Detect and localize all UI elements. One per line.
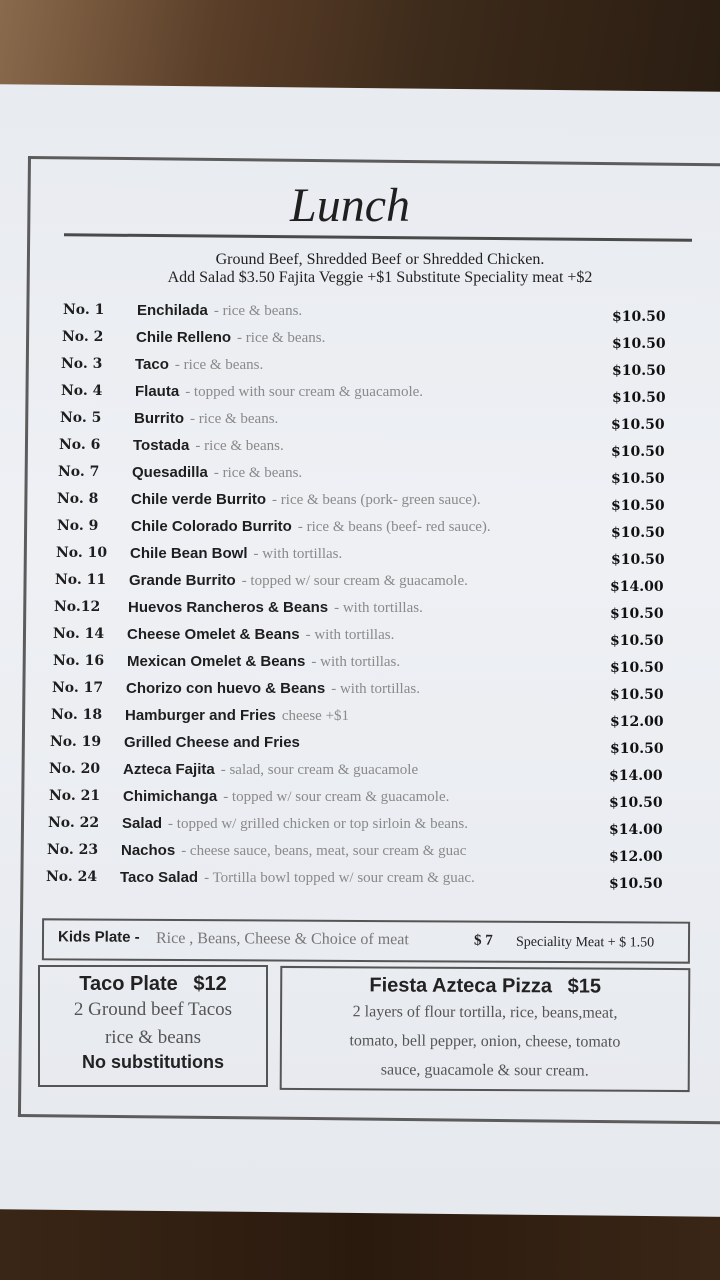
menu-item-price: $10.50 <box>610 606 664 622</box>
menu-item-name-wrap <box>124 734 306 752</box>
menu-item-row <box>63 302 683 324</box>
menu-item-name: Chile Relleno <box>136 329 232 346</box>
menu-item-price: $10.50 <box>611 498 665 514</box>
menu-item-name: Taco <box>135 356 169 373</box>
menu-item-name: Grande Burrito <box>129 572 236 589</box>
menu-item-row <box>58 464 678 486</box>
menu-item-price: $14.00 <box>609 768 663 784</box>
menu-item-row <box>61 356 681 378</box>
menu-title: Lunch <box>290 179 410 232</box>
menu-item-row <box>57 491 677 513</box>
menu-item-name-wrap <box>135 356 263 374</box>
menu-item-price: $10.50 <box>609 795 663 811</box>
menu-item-description: - rice & beans. <box>213 303 303 319</box>
menu-item-number: No. 17 <box>52 680 104 696</box>
menu-item-price: $10.50 <box>612 363 666 379</box>
menu-item-description: - topped w/ sour cream & guacamole. <box>241 573 468 589</box>
subtitle-line-2: Add Salad $3.50 Fajita Veggie +$1 Substitute Speciality meat +$2 <box>167 269 593 286</box>
menu-item-number: No. 21 <box>49 788 101 804</box>
menu-item-row <box>51 707 671 729</box>
menu-item-price: $10.50 <box>610 741 664 757</box>
menu-item-name-wrap <box>132 464 302 482</box>
menu-item-price: $12.00 <box>610 714 664 730</box>
kids-plate-description: Rice , Beans, Cheese & Choice of meat <box>155 929 409 949</box>
menu-item-description: - rice & beans. <box>174 357 264 373</box>
menu-item-name: Tostada <box>133 437 190 454</box>
menu-item-row <box>53 626 673 648</box>
menu-item-name: Grilled Cheese and Fries <box>124 734 300 751</box>
menu-item-name-wrap <box>122 815 468 833</box>
menu-item-name: Azteca Fajita <box>123 761 215 778</box>
pizza-line-2: tomato, bell pepper, onion, cheese, tomato <box>349 1032 621 1051</box>
menu-item-row <box>60 410 680 432</box>
menu-item-description: - rice & beans. <box>237 330 326 346</box>
taco-plate-line-2: rice & beans <box>104 1027 201 1048</box>
pizza-title: Fiesta Azteca Pizza <box>369 974 553 998</box>
menu-item-price: $10.50 <box>612 390 666 406</box>
menu-item-description: - topped with sour cream & guacamole. <box>185 384 424 400</box>
menu-item-number: No. 1 <box>63 302 105 318</box>
menu-item-name-wrap <box>121 842 466 860</box>
menu-item-number: No. 20 <box>49 761 101 777</box>
menu-item-price: $10.50 <box>610 633 664 649</box>
menu-item-number: No. 6 <box>59 437 101 453</box>
menu-item-name-wrap <box>123 788 449 806</box>
kids-plate-price: $ 7 <box>473 932 493 949</box>
menu-item-price: $10.50 <box>611 417 665 433</box>
menu-item-price: $12.00 <box>609 849 663 865</box>
menu-item-name: Chile Bean Bowl <box>130 545 248 562</box>
menu-item-name: Salad <box>122 815 163 832</box>
menu-item-name-wrap <box>131 518 491 536</box>
menu-item-description: - topped w/ sour cream & guacamole. <box>223 789 450 805</box>
menu-item-name-wrap <box>137 302 302 320</box>
menu-item-price: $10.50 <box>611 552 665 568</box>
menu-item-name-wrap <box>128 599 423 617</box>
pizza-line-3: sauce, guacamole & sour cream. <box>380 1061 589 1080</box>
menu-item-row <box>62 329 682 351</box>
menu-item-name-wrap <box>123 761 418 779</box>
menu-item-name-wrap <box>136 329 325 347</box>
menu-item-row <box>46 869 666 891</box>
menu-item-number: No. 16 <box>53 653 105 669</box>
menu-item-description: - cheese sauce, beans, meat, sour cream & guac <box>181 843 467 859</box>
menu-item-name: Taco Salad <box>120 869 199 886</box>
menu-item-description: - with tortillas. <box>311 654 401 670</box>
menu-item-price: $10.50 <box>611 525 665 541</box>
menu-item-row <box>49 761 669 783</box>
menu-item-name-wrap <box>126 680 420 698</box>
menu-item-number: No. 22 <box>48 815 100 831</box>
menu-item-name: Huevos Rancheros & Beans <box>128 599 329 616</box>
menu-item-price: $10.50 <box>610 660 664 676</box>
kids-plate-label: Kids Plate - <box>57 928 140 946</box>
menu-item-number: No. 5 <box>60 410 102 426</box>
menu-item-name: Flauta <box>135 383 180 400</box>
menu-item-number: No. 7 <box>58 464 100 480</box>
menu-item-description: - with tortillas. <box>331 681 420 697</box>
taco-plate-heading <box>40 973 266 996</box>
menu-item-number: No. 3 <box>61 356 103 372</box>
menu-item-description: - with tortillas. <box>334 600 423 616</box>
menu-item-row <box>57 518 677 540</box>
menu-item-name: Chile Colorado Burrito <box>131 518 292 535</box>
menu-item-description: - rice & beans. <box>190 411 279 427</box>
menu-item-description: - rice & beans. <box>195 438 284 454</box>
pizza-box <box>280 966 691 1092</box>
menu-item-name-wrap <box>120 869 475 887</box>
menu-item-name-wrap <box>125 707 349 725</box>
menu-item-number: No. 2 <box>62 329 104 345</box>
menu-item-name-wrap <box>131 491 481 509</box>
menu-item-description: - Tortilla bowl topped w/ sour cream & guac. <box>204 870 475 886</box>
kids-plate-box <box>42 918 690 963</box>
menu-item-name-wrap <box>127 653 400 671</box>
menu-item-name-wrap <box>127 626 394 644</box>
menu-item-price: $10.50 <box>612 309 666 325</box>
taco-plate-title: Taco Plate <box>79 973 178 995</box>
menu-item-row <box>53 653 673 675</box>
menu-item-name: Enchilada <box>137 302 208 319</box>
menu-item-description: cheese +$1 <box>281 708 350 724</box>
menu-item-description: - rice & beans (beef- red sauce). <box>297 519 491 535</box>
menu-item-name: Chile verde Burrito <box>131 491 267 508</box>
menu-item-name-wrap <box>134 410 278 428</box>
pizza-heading <box>282 974 688 999</box>
taco-plate-note: No substitutions <box>82 1052 224 1072</box>
menu-item-price: $10.50 <box>609 876 663 892</box>
menu-item-number: No.12 <box>54 599 101 615</box>
menu-item-price: $10.50 <box>612 336 666 352</box>
menu-item-name-wrap <box>129 572 468 590</box>
menu-item-row <box>49 788 669 810</box>
menu-item-name: Cheese Omelet & Beans <box>127 626 300 643</box>
menu-item-name: Chimichanga <box>123 788 218 805</box>
kids-speciality-meat: Speciality Meat + $ 1.50 <box>515 934 655 951</box>
menu-item-number: No. 10 <box>56 545 108 561</box>
menu-item-description: - salad, sour cream & guacamole <box>220 762 419 778</box>
menu-item-number: No. 19 <box>50 734 102 750</box>
menu-item-row <box>61 383 681 405</box>
taco-plate-price: $12 <box>193 973 227 995</box>
pizza-line-1: 2 layers of flour tortilla, rice, beans,meat, <box>352 1003 618 1022</box>
menu-item-price: $10.50 <box>611 471 665 487</box>
menu-item-number: No. 9 <box>57 518 99 534</box>
subtitle-line-1: Ground Beef, Shredded Beef or Shredded Chicken. <box>215 251 545 268</box>
menu-item-row <box>59 437 679 459</box>
menu-item-row <box>55 572 675 594</box>
pizza-price: $15 <box>567 975 602 998</box>
menu-item-number: No. 24 <box>46 869 98 885</box>
menu-item-description: - with tortillas. <box>253 546 343 562</box>
menu-item-price: $10.50 <box>610 687 664 703</box>
menu-item-number: No. 14 <box>53 626 105 642</box>
menu-item-price: $14.00 <box>609 822 663 838</box>
menu-item-row <box>56 545 676 567</box>
menu-item-number: No. 4 <box>61 383 103 399</box>
menu-item-row <box>50 734 670 756</box>
menu-item-name-wrap <box>135 383 423 401</box>
menu-item-description: - topped w/ grilled chicken or top sirloin & beans. <box>168 816 468 832</box>
menu-item-description: - rice & beans (pork- green sauce). <box>272 492 481 508</box>
menu-item-row <box>47 842 667 864</box>
menu-item-number: No. 18 <box>51 707 103 723</box>
menu-item-number: No. 11 <box>55 572 107 588</box>
menu-subtitle <box>120 251 640 287</box>
menu-item-name: Chorizo con huevo & Beans <box>126 680 326 697</box>
menu-item-name: Hamburger and Fries <box>125 707 276 724</box>
menu-item-number: No. 23 <box>47 842 99 858</box>
taco-plate-line-1: 2 Ground beef Tacos <box>73 999 233 1020</box>
menu-item-description: - with tortillas. <box>305 627 395 643</box>
menu-item-row <box>54 599 674 621</box>
menu-item-number: No. 8 <box>57 491 99 507</box>
menu-item-row <box>48 815 668 837</box>
menu-item-name: Nachos <box>121 842 176 859</box>
menu-item-name: Quesadilla <box>132 464 208 481</box>
taco-plate-box <box>38 965 268 1087</box>
menu-item-name-wrap <box>133 437 284 455</box>
menu-item-price: $10.50 <box>611 444 665 460</box>
menu-item-name-wrap <box>130 545 342 563</box>
menu-item-name: Burrito <box>134 410 184 427</box>
menu-item-price: $14.00 <box>610 579 664 595</box>
menu-item-name: Mexican Omelet & Beans <box>127 653 306 670</box>
menu-item-row <box>52 680 672 702</box>
menu-item-description: - rice & beans. <box>213 465 303 481</box>
